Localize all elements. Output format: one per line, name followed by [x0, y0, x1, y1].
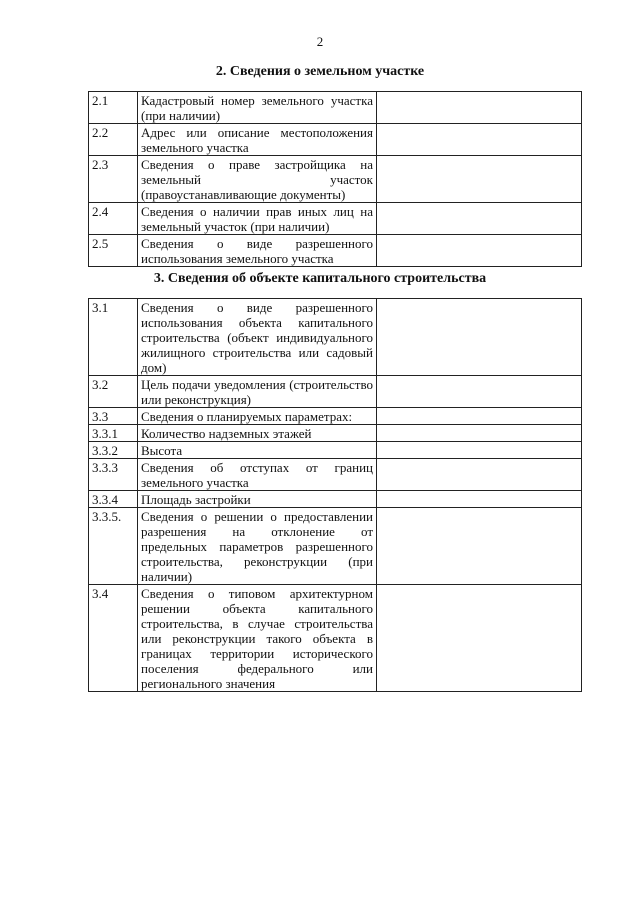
row-number: 3.3.5. [89, 508, 138, 585]
row-number: 3.4 [89, 585, 138, 692]
row-number: 2.2 [89, 124, 138, 156]
row-label: Цель подачи уведомления (строительство или реконструкция) [138, 376, 377, 408]
row-number: 3.2 [89, 376, 138, 408]
row-label: Сведения о решении о предоставлении разрешения на отклонение от предельных параметров разрешенного строительства, реконструкции (при наличии) [138, 508, 377, 585]
row-value-field[interactable] [377, 491, 582, 508]
table-row [89, 459, 582, 491]
row-label: Кадастровый номер земельного участка (при наличии) [138, 92, 377, 124]
table-row [89, 425, 582, 442]
section-2-title: 2. Сведения о земельном участке [215, 64, 425, 79]
row-label: Сведения о планируемых параметрах: [138, 408, 377, 425]
row-label: Площадь застройки [138, 491, 377, 508]
row-number: 3.3.1 [89, 425, 138, 442]
row-number: 3.3 [89, 408, 138, 425]
table-row [89, 156, 582, 203]
row-number: 3.1 [89, 299, 138, 376]
row-value-field[interactable] [377, 585, 582, 692]
row-label: Сведения о виде разрешенного использования объекта капитального строительства (объект индивидуального жилищного строительства или садовый дом) [138, 299, 377, 376]
table-row [89, 92, 582, 124]
row-label: Сведения о виде разрешенного использования земельного участка [138, 235, 377, 267]
page-number: 2 [316, 34, 324, 49]
table-row [89, 408, 582, 425]
row-value-field[interactable] [377, 442, 582, 459]
table-row [89, 491, 582, 508]
row-value-field[interactable] [377, 459, 582, 491]
row-value-field[interactable] [377, 299, 582, 376]
row-value-field[interactable] [377, 92, 582, 124]
row-value-field[interactable] [377, 376, 582, 408]
row-label: Количество надземных этажей [138, 425, 377, 442]
construction-object-table [88, 298, 582, 692]
row-number: 3.3.3 [89, 459, 138, 491]
row-value-field[interactable] [377, 156, 582, 203]
row-number: 2.5 [89, 235, 138, 267]
row-number: 3.3.2 [89, 442, 138, 459]
row-value-field[interactable] [377, 124, 582, 156]
row-label: Сведения о типовом архитектурном решении объекта капитального строительства, в случае строительства или реконструкции такого объекта в границах территории исторического поселения федерального или регионального значения [138, 585, 377, 692]
row-value-field[interactable] [377, 408, 582, 425]
table-row [89, 585, 582, 692]
table-row [89, 508, 582, 585]
section-3-title: 3. Сведения об объекте капитального строительства [153, 271, 487, 286]
row-label: Сведения о праве застройщика на земельный участок (правоустанавливающие документы) [138, 156, 377, 203]
land-plot-table [88, 91, 582, 267]
row-label: Сведения о наличии прав иных лиц на земельный участок (при наличии) [138, 203, 377, 235]
row-number: 2.3 [89, 156, 138, 203]
table-row [89, 124, 582, 156]
row-value-field[interactable] [377, 203, 582, 235]
table-row [89, 376, 582, 408]
table-row [89, 299, 582, 376]
row-label: Адрес или описание местоположения земельного участка [138, 124, 377, 156]
table-row [89, 203, 582, 235]
row-value-field[interactable] [377, 235, 582, 267]
row-value-field[interactable] [377, 425, 582, 442]
row-number: 2.1 [89, 92, 138, 124]
row-label: Высота [138, 442, 377, 459]
table-row [89, 235, 582, 267]
row-number: 3.3.4 [89, 491, 138, 508]
table-row [89, 442, 582, 459]
row-label: Сведения об отступах от границ земельного участка [138, 459, 377, 491]
row-value-field[interactable] [377, 508, 582, 585]
row-number: 2.4 [89, 203, 138, 235]
